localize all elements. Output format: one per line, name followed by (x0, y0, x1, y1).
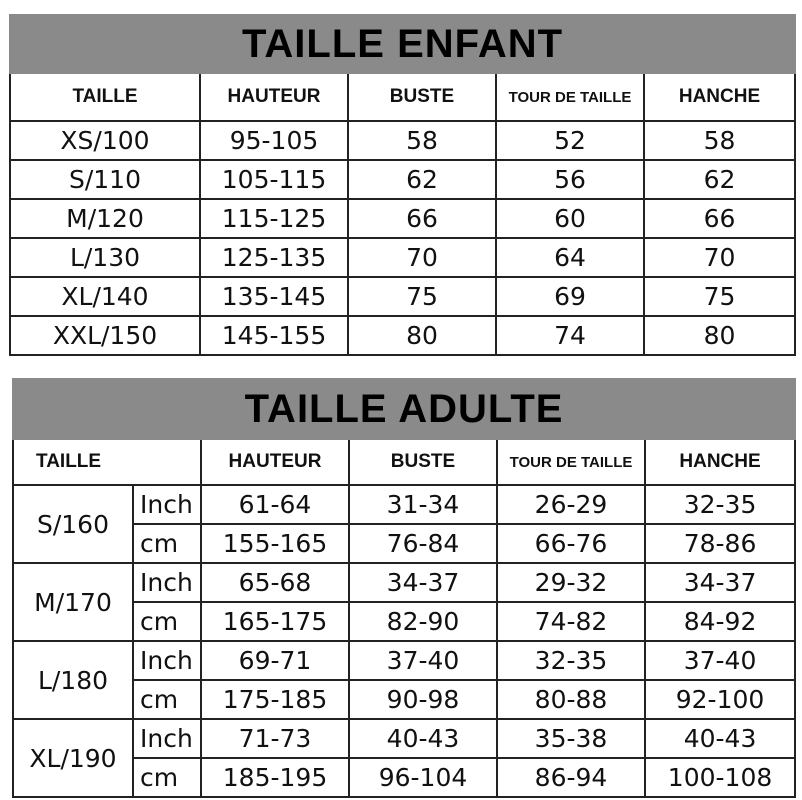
height-cell: 185-195 (201, 758, 349, 797)
size-cell: S/110 (10, 160, 200, 199)
size-cell: XL/140 (10, 277, 200, 316)
waist-cell: 69 (496, 277, 644, 316)
bust-cell: 82-90 (349, 602, 497, 641)
adults-header-hauteur: HAUTEUR (201, 439, 349, 485)
hip-cell: 80 (644, 316, 795, 355)
height-cell: 71-73 (201, 719, 349, 758)
table-row (10, 199, 795, 238)
kids-header-hanche: HANCHE (644, 73, 795, 121)
table-row (10, 316, 795, 355)
height-cell: 125-135 (200, 238, 348, 277)
adults-size-table (12, 378, 796, 798)
table-row (10, 238, 795, 277)
size-cell: M/120 (10, 199, 200, 238)
unit-cell: cm (133, 680, 201, 719)
hip-cell: 58 (644, 121, 795, 160)
adults-header-taille: TAILLE (13, 439, 201, 485)
bust-cell: 90-98 (349, 680, 497, 719)
size-cell: S/160 (13, 485, 133, 563)
bust-cell: 80 (348, 316, 496, 355)
height-cell: 175-185 (201, 680, 349, 719)
height-cell: 105-115 (200, 160, 348, 199)
hip-cell: 92-100 (645, 680, 795, 719)
hip-cell: 70 (644, 238, 795, 277)
hip-cell: 75 (644, 277, 795, 316)
bust-cell: 76-84 (349, 524, 497, 563)
hip-cell: 78-86 (645, 524, 795, 563)
adults-table-title: TAILLE ADULTE (13, 379, 795, 439)
height-cell: 61-64 (201, 485, 349, 524)
unit-cell: cm (133, 524, 201, 563)
waist-cell: 29-32 (497, 563, 645, 602)
height-cell: 95-105 (200, 121, 348, 160)
waist-cell: 35-38 (497, 719, 645, 758)
kids-header-buste: BUSTE (348, 73, 496, 121)
hip-cell: 40-43 (645, 719, 795, 758)
hip-cell: 62 (644, 160, 795, 199)
unit-cell: Inch (133, 485, 201, 524)
bust-cell: 31-34 (349, 485, 497, 524)
table-row (13, 485, 795, 524)
table-row (13, 719, 795, 758)
adults-header-tour-de-taille: TOUR DE TAILLE (497, 439, 645, 485)
table-row (13, 563, 795, 602)
bust-cell: 37-40 (349, 641, 497, 680)
adults-header-buste: BUSTE (349, 439, 497, 485)
size-cell: XS/100 (10, 121, 200, 160)
bust-cell: 34-37 (349, 563, 497, 602)
hip-cell: 37-40 (645, 641, 795, 680)
waist-cell: 80-88 (497, 680, 645, 719)
size-cell: M/170 (13, 563, 133, 641)
unit-cell: Inch (133, 719, 201, 758)
hip-cell: 84-92 (645, 602, 795, 641)
waist-cell: 64 (496, 238, 644, 277)
table-row (10, 277, 795, 316)
table-row (13, 641, 795, 680)
waist-cell: 74-82 (497, 602, 645, 641)
size-cell: L/180 (13, 641, 133, 719)
height-cell: 65-68 (201, 563, 349, 602)
bust-cell: 58 (348, 121, 496, 160)
bust-cell: 70 (348, 238, 496, 277)
hip-cell: 100-108 (645, 758, 795, 797)
height-cell: 69-71 (201, 641, 349, 680)
adults-header-hanche: HANCHE (645, 439, 795, 485)
bust-cell: 66 (348, 199, 496, 238)
size-cell: XXL/150 (10, 316, 200, 355)
waist-cell: 74 (496, 316, 644, 355)
height-cell: 165-175 (201, 602, 349, 641)
hip-cell: 32-35 (645, 485, 795, 524)
bust-cell: 96-104 (349, 758, 497, 797)
kids-size-table (9, 14, 796, 356)
height-cell: 155-165 (201, 524, 349, 563)
size-cell: L/130 (10, 238, 200, 277)
table-row (10, 160, 795, 199)
bust-cell: 40-43 (349, 719, 497, 758)
waist-cell: 32-35 (497, 641, 645, 680)
waist-cell: 66-76 (497, 524, 645, 563)
hip-cell: 66 (644, 199, 795, 238)
table-row (10, 121, 795, 160)
hip-cell: 34-37 (645, 563, 795, 602)
bust-cell: 75 (348, 277, 496, 316)
waist-cell: 26-29 (497, 485, 645, 524)
kids-header-taille: TAILLE (10, 73, 200, 121)
waist-cell: 52 (496, 121, 644, 160)
waist-cell: 60 (496, 199, 644, 238)
unit-cell: cm (133, 758, 201, 797)
waist-cell: 86-94 (497, 758, 645, 797)
bust-cell: 62 (348, 160, 496, 199)
waist-cell: 56 (496, 160, 644, 199)
kids-header-tour-de-taille: TOUR DE TAILLE (496, 73, 644, 121)
unit-cell: Inch (133, 641, 201, 680)
size-cell: XL/190 (13, 719, 133, 797)
height-cell: 145-155 (200, 316, 348, 355)
unit-cell: cm (133, 602, 201, 641)
height-cell: 135-145 (200, 277, 348, 316)
unit-cell: Inch (133, 563, 201, 602)
height-cell: 115-125 (200, 199, 348, 238)
kids-header-hauteur: HAUTEUR (200, 73, 348, 121)
kids-table-title: TAILLE ENFANT (10, 15, 795, 73)
